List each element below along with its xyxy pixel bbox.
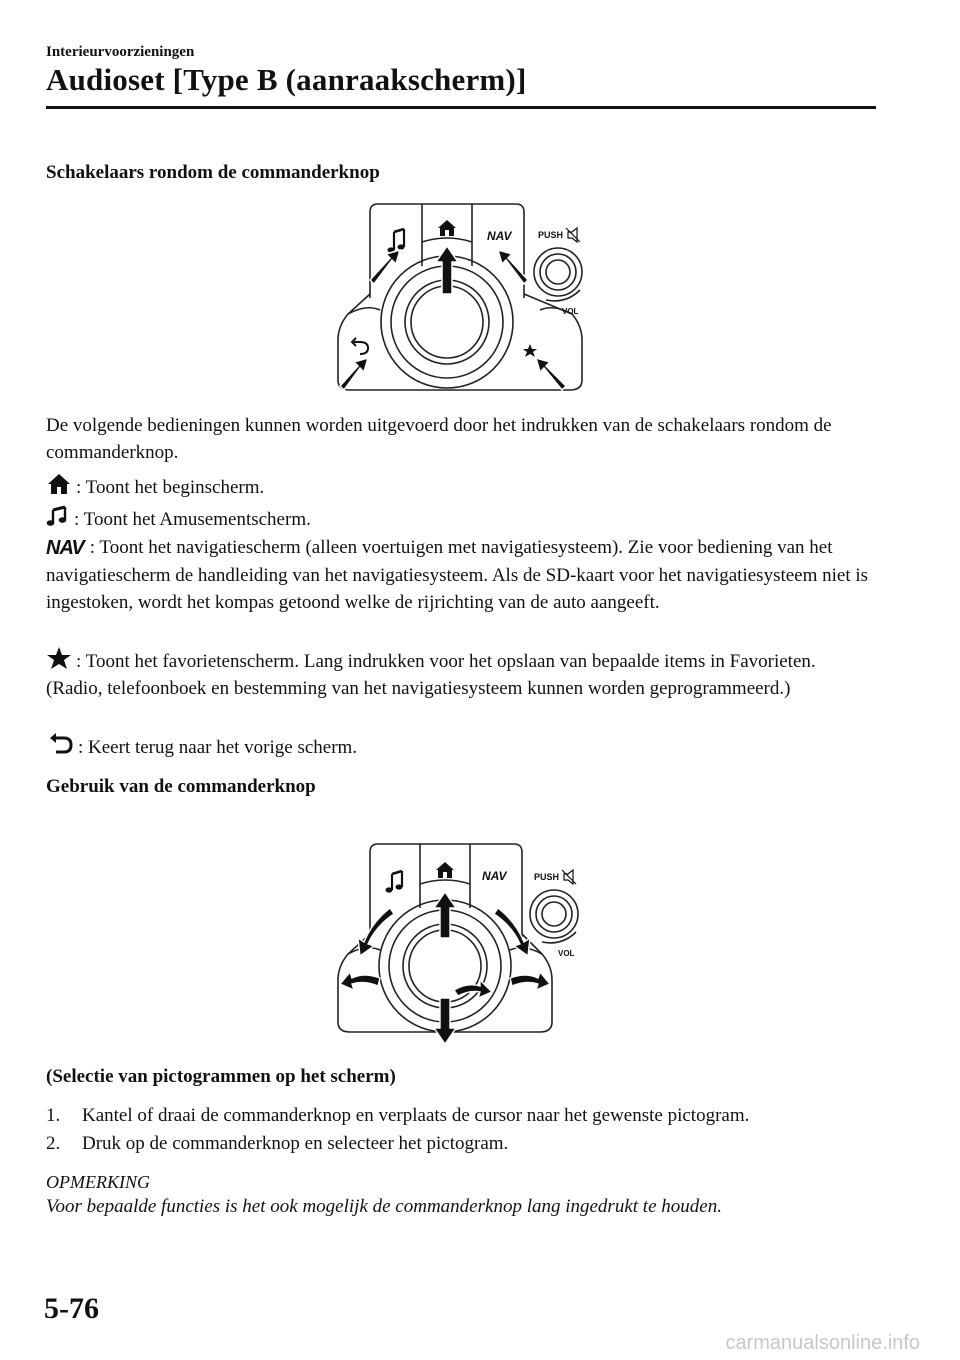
fig2-push-label: PUSH bbox=[534, 872, 560, 882]
header-rule bbox=[46, 106, 876, 109]
fig1-vol-label: VOL bbox=[562, 307, 579, 316]
fig1-home-icon bbox=[438, 220, 456, 236]
commander-knob-figure bbox=[334, 838, 594, 1048]
nav-icon: NAV bbox=[46, 537, 84, 559]
fig1-push-label: PUSH bbox=[538, 230, 564, 240]
item-music bbox=[46, 504, 876, 533]
step-2 bbox=[46, 1130, 876, 1157]
fig2-mute-icon bbox=[562, 870, 576, 884]
fig2-home-icon bbox=[436, 862, 454, 878]
section1-intro: De volgende bedieningen kunnen worden uitgevoerd door het indrukken van de schakelaars rondom de commanderknop. bbox=[46, 415, 832, 463]
step-1-number: 1. bbox=[46, 1105, 61, 1126]
commander-switches-figure bbox=[330, 198, 600, 404]
fig1-music-note-icon bbox=[388, 229, 405, 253]
fig2-nav-label: NAV bbox=[482, 869, 507, 883]
item-music-text: : Toont het Amusementscherm. bbox=[74, 509, 311, 530]
fig1-star-icon bbox=[523, 344, 537, 357]
item-nav-text: : Toont het navigatiescherm (alleen voertuigen met navigatiesysteem). Zie voor bediening van het navigatiescherm de handleiding van het navigatiesysteem. Als de SD-kaart voor het navigatiesysteem niet is ingestoken, wordt het kompas getoond welke de rijrichting van de auto aangeeft. bbox=[46, 537, 869, 613]
fig2-vol-label: VOL bbox=[558, 949, 575, 958]
watermark: carmanualsonline.info bbox=[725, 1332, 920, 1354]
note-heading: OPMERKING bbox=[46, 1172, 150, 1192]
home-icon bbox=[46, 472, 72, 496]
section2-caption: (Selectie van pictogrammen op het scherm) bbox=[46, 1066, 396, 1087]
fig1-nav-label: NAV bbox=[487, 229, 512, 243]
fig2-music-note-icon bbox=[386, 871, 403, 893]
step-2-text: Druk op de commanderknop en selecteer het pictogram. bbox=[82, 1133, 509, 1154]
step-2-number: 2. bbox=[46, 1133, 61, 1154]
section2-heading: Gebruik van de commanderknop bbox=[46, 776, 316, 797]
note-text: Voor bepaalde functies is het ook mogelijk de commanderknop lang ingedrukt te houden. bbox=[46, 1196, 722, 1217]
item-star-text: : Toont het favorietenscherm. Lang indrukken voor het opslaan van bepaalde items in Favorieten. (Radio, telefoonboek en bestemming van het navigatiesysteem kunnen worden geprogrammeerd.) bbox=[46, 651, 816, 699]
section1-heading: Schakelaars rondom de commanderknop bbox=[46, 162, 380, 183]
item-nav bbox=[46, 534, 876, 616]
back-icon bbox=[46, 732, 74, 756]
item-home-text: : Toont het beginscherm. bbox=[76, 477, 265, 498]
fig1-mute-icon bbox=[566, 228, 580, 242]
page-number: 5-76 bbox=[44, 1292, 99, 1325]
item-back-text: : Keert terug naar het vorige scherm. bbox=[78, 737, 358, 758]
item-star bbox=[46, 646, 876, 702]
item-back bbox=[46, 732, 876, 761]
step-1-text: Kantel of draai de commanderknop en verplaats de cursor naar het gewenste pictogram. bbox=[82, 1105, 750, 1126]
step-1 bbox=[46, 1102, 876, 1129]
music-note-icon bbox=[46, 504, 70, 528]
chapter-title: Audioset [Type B (aanraakscherm)] bbox=[46, 62, 527, 97]
fig1-back-icon bbox=[352, 338, 368, 354]
star-icon bbox=[46, 646, 72, 670]
section-label: Interieurvoorzieningen bbox=[46, 44, 195, 60]
item-home bbox=[46, 472, 876, 501]
